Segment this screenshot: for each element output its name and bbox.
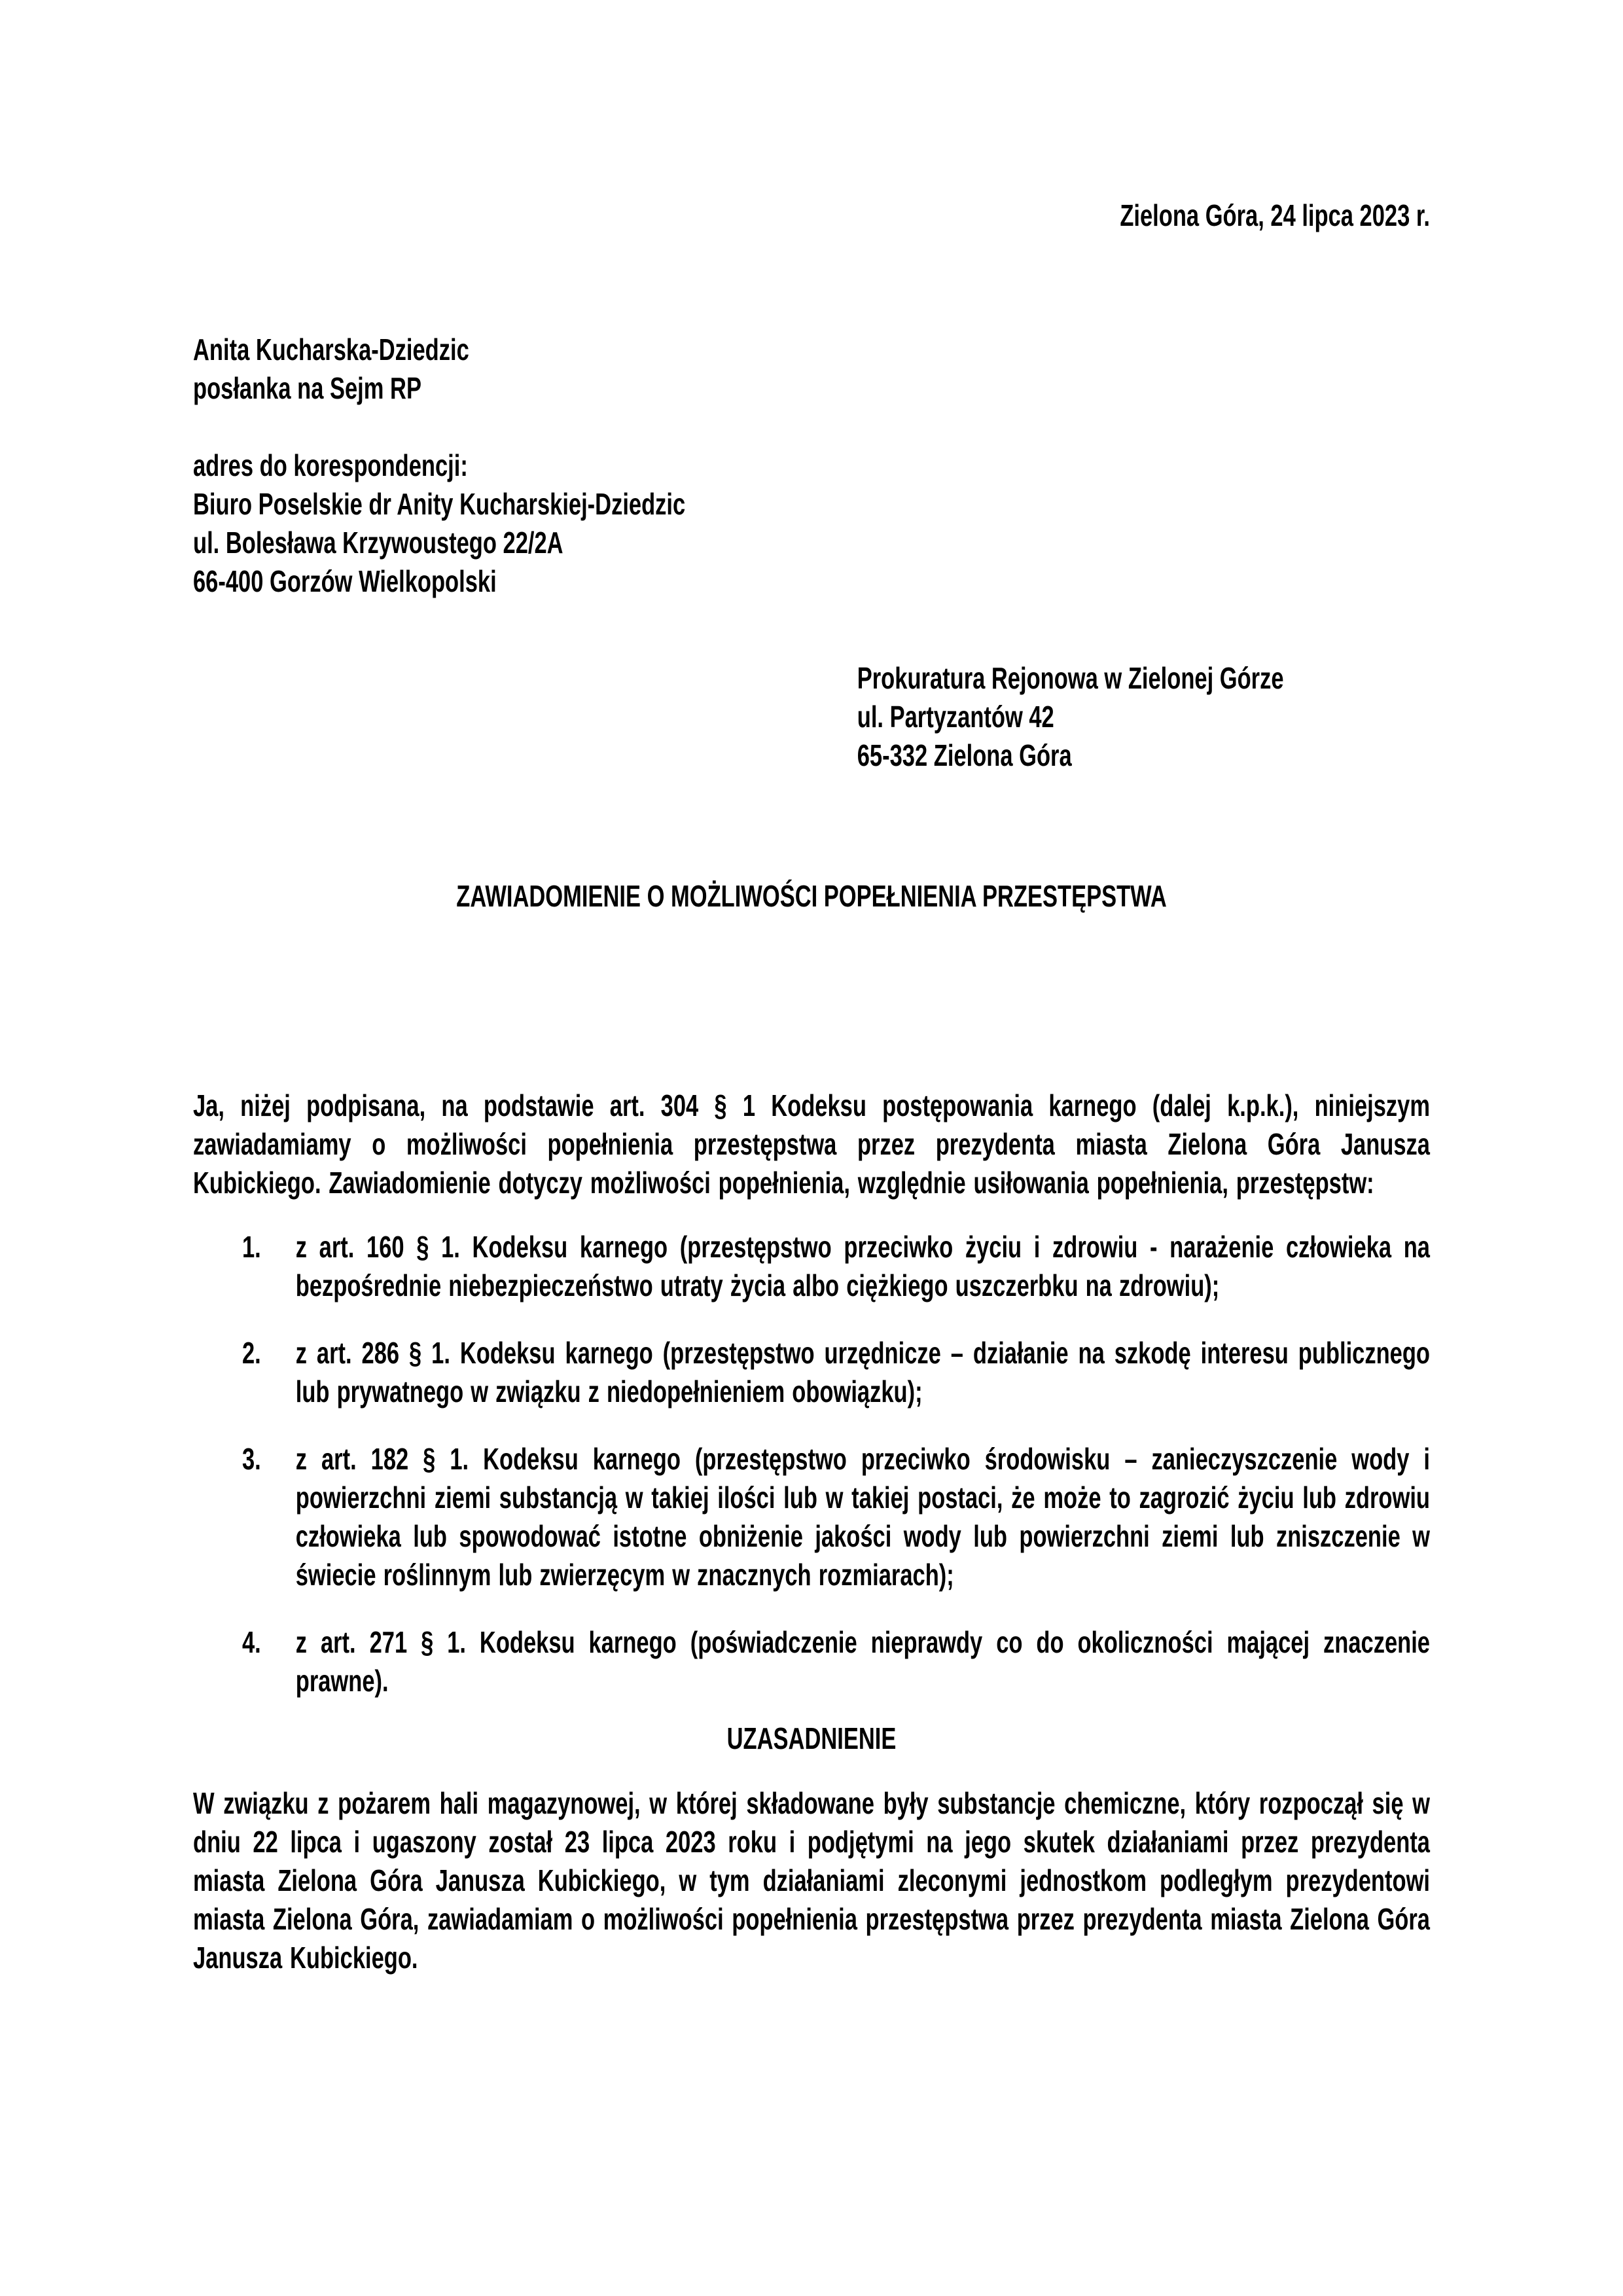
offense-item <box>193 1228 1430 1305</box>
offense-text: z art. 271 § 1. Kodeksu karnego (poświadczenie nieprawdy co do okoliczności mającej znaczenie prawne). <box>295 1625 1430 1698</box>
offense-text: z art. 182 § 1. Kodeksu karnego (przestępstwo przeciwko środowisku – zanieczyszczenie wody i powierzchni ziemi substancją w takiej ilości lub w takiej postaci, że może to zagrozić życiu lub zdrowiu człowieka lub spowodować istotne obniżenie jakości wody lub powierzchni ziemi lub zniszczenie w świecie roślinnym lub zwierzęcym w znacznych rozmiarach); <box>295 1442 1430 1592</box>
offense-item <box>193 1440 1430 1594</box>
offense-number: 2. <box>242 1336 261 1370</box>
recipient-city: 65-332 Zielona Góra <box>857 738 1072 772</box>
intro-paragraph: Ja, niżej podpisana, na podstawie art. 304 § 1 Kodeksu postępowania karnego (dalej k.p.k.), niniejszym zawiadamiamy o możliwości popełnienia przestępstwa przez prezydenta miasta Zielona Góra Janusza Kubickiego. Zawiadomienie dotyczy możliwości popełnienia, względnie usiłowania popełnienia, przestępstw: <box>193 1088 1430 1200</box>
recipient-institution: Prokuratura Rejonowa w Zielonej Górze <box>857 661 1284 695</box>
offense-number: 3. <box>242 1442 261 1476</box>
offense-list <box>193 1228 1430 1700</box>
sender-block <box>193 331 1430 408</box>
sender-office: Biuro Poselskie dr Anity Kucharskiej-Dziedzic <box>193 487 686 521</box>
correspondence-label: adres do korespondencji: <box>193 448 468 482</box>
justification-paragraph: W związku z pożarem hali magazynowej, w której składowane były substancje chemiczne, który rozpoczął się w dniu 22 lipca i ugaszony został 23 lipca 2023 roku i podjętymi na jego skutek działaniami przez prezydenta miasta Zielona Góra Janusza Kubickiego, w tym działaniami zleconymi jednostkom podległym prezydentowi miasta Zielona Góra, zawiadamiam o możliwości popełnienia przestępstwa przez prezydenta miasta Zielona Góra Janusza Kubickiego. <box>193 1786 1430 1975</box>
offense-number: 4. <box>242 1625 261 1659</box>
recipient-street: ul. Partyzantów 42 <box>857 700 1054 734</box>
offense-item <box>193 1334 1430 1411</box>
offense-number: 1. <box>242 1230 261 1264</box>
offense-item <box>193 1623 1430 1700</box>
recipient-block <box>857 659 1430 775</box>
section-heading: UZASADNIENIE <box>726 1721 897 1755</box>
document-content <box>193 0 1430 1977</box>
date-line: Zielona Góra, 24 lipca 2023 r. <box>1120 198 1430 232</box>
sender-correspondence-block <box>193 446 1430 601</box>
offense-text: z art. 160 § 1. Kodeksu karnego (przestępstwo przeciwko życiu i zdrowiu - narażenie człowieka na bezpośrednie niebezpieczeństwo utraty życia albo ciężkiego uszczerbku na zdrowiu); <box>295 1230 1430 1302</box>
sender-street: ul. Bolesława Krzywoustego 22/2A <box>193 526 563 560</box>
document-title: ZAWIADOMIENIE O MOŻLIWOŚCI POPEŁNIENIA PRZESTĘPSTWA <box>456 879 1167 913</box>
sender-name: Anita Kucharska-Dziedzic <box>193 332 469 367</box>
offense-text: z art. 286 § 1. Kodeksu karnego (przestępstwo urzędnicze – działanie na szkodę interesu publicznego lub prywatnego w związku z niedopełnieniem obowiązku); <box>295 1336 1430 1408</box>
sender-city: 66-400 Gorzów Wielkopolski <box>193 564 497 598</box>
sender-role: posłanka na Sejm RP <box>193 371 421 405</box>
